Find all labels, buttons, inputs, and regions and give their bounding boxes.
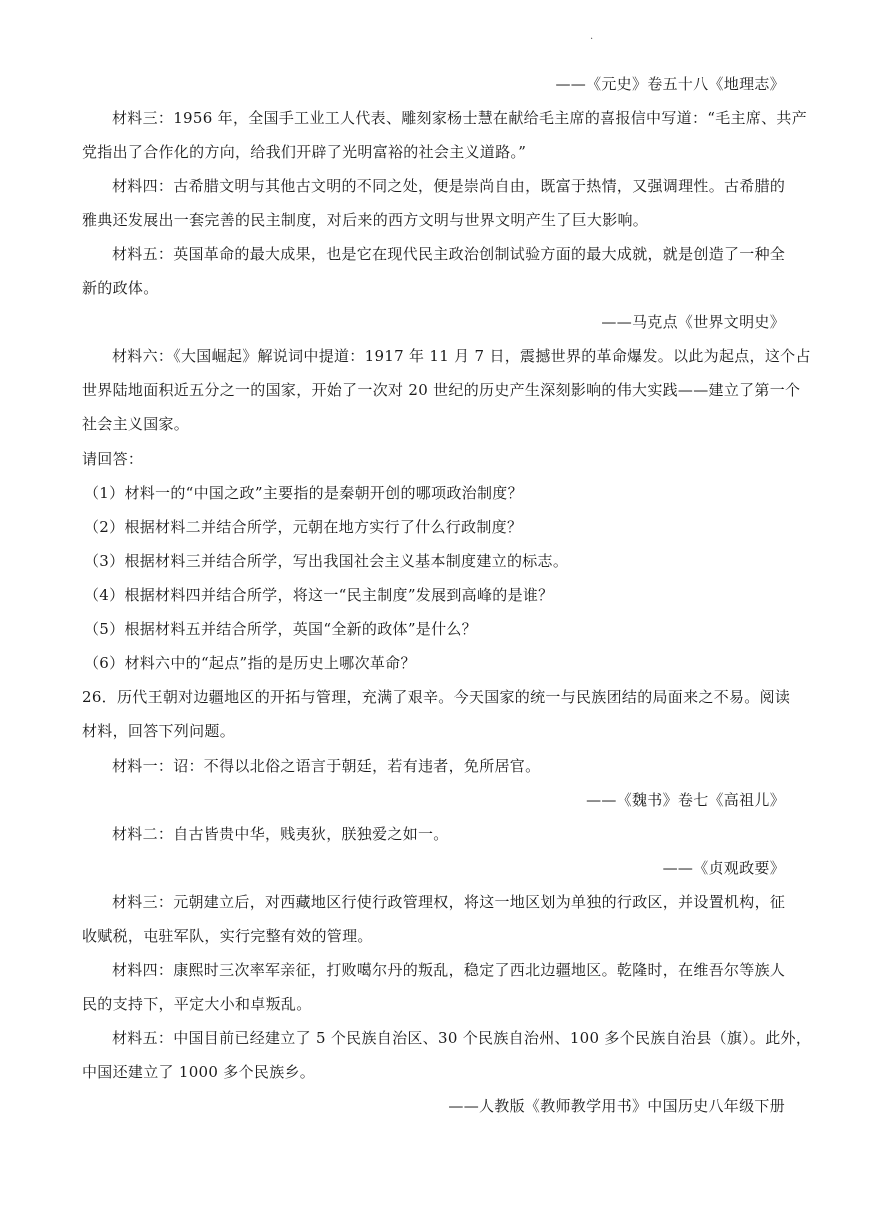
material-five-line-2: 新的政体。 — [82, 279, 159, 297]
material-three-line-1: 材料三：1956 年，全国手工业工人代表、雕刻家杨士慧在献给毛主席的喜报信中写道：“毛主席、共产 — [112, 109, 808, 127]
question-1: （1）材料一的“中国之政”主要指的是秦朝开创的哪项政治制度？ — [84, 484, 523, 502]
border-material-two: 材料二：自古皆贵中华，贱夷狄，朕独爱之如一。 — [112, 825, 449, 843]
border-material-four-line-2: 民的支持下，平定大小和卓叛乱。 — [82, 995, 312, 1013]
material-three-line-2: 党指出了合作化的方向，给我们开辟了光明富裕的社会主义道路。” — [82, 143, 527, 161]
question-26-line-1: 26．历代王朝对边疆地区的开拓与管理，充满了艰辛。今天国家的统一与民族团结的局面来之不易。阅读 — [82, 688, 791, 706]
material-six-line-1: 材料六：《大国崛起》解说词中提道：1917 年 11 月 7 日，震撼世界的革命爆发。以此为起点，这个占 — [112, 347, 811, 365]
border-material-three-line-2: 收赋税，屯驻军队，实行完整有效的管理。 — [82, 927, 373, 945]
material-five-line-1: 材料五：英国革命的最大成果，也是它在现代民主政治创制试验方面的最大成就，就是创造了一种全 — [112, 245, 786, 263]
question-5: （5）根据材料五并结合所学，英国“全新的政体”是什么？ — [84, 620, 477, 638]
material-six-line-2: 世界陆地面积近五分之一的国家，开始了一次对 20 世纪的历史产生深刻影响的伟大实践——建立了第一个 — [82, 381, 801, 399]
header-mark: . — [590, 31, 594, 42]
source-citation-yuanshi: ——《元史》卷五十八《地理志》 — [555, 75, 785, 93]
source-citation-weishu: ——《魏书》卷七《高祖儿》 — [586, 791, 785, 809]
border-material-five-line-2: 中国还建立了 1000 多个民族乡。 — [82, 1063, 316, 1081]
source-citation-zhenguan: ——《贞观政要》 — [662, 859, 785, 877]
border-material-one: 材料一：诏：不得以北俗之语言于朝廷，若有违者，免所居官。 — [112, 757, 541, 775]
question-26-line-2: 材料，回答下列问题。 — [82, 722, 236, 740]
border-material-five-line-1: 材料五：中国目前已经建立了 5 个民族自治区、30 个民族自治州、100 多个民族自治县（旗）。此外， — [112, 1029, 812, 1047]
question-4: （4）根据材料四并结合所学，将这一“民主制度”发展到高峰的是谁？ — [84, 586, 554, 604]
source-citation-teacher-book: ——人教版《教师教学用书》中国历史八年级下册 — [448, 1097, 785, 1115]
border-material-three-line-1: 材料三：元朝建立后，对西藏地区行使行政管理权，将这一地区划为单独的行政区，并设置机构，征 — [112, 893, 786, 911]
source-citation-world-civilization: ——马克点《世界文明史》 — [601, 313, 785, 331]
material-six-line-3: 社会主义国家。 — [82, 415, 190, 433]
material-four-line-1: 材料四：古希腊文明与其他古文明的不同之处，便是崇尚自由，既富于热情，又强调理性。古希腊的 — [112, 177, 786, 195]
question-3: （3）根据材料三并结合所学，写出我国社会主义基本制度建立的标志。 — [84, 552, 569, 570]
question-6: （6）材料六中的“起点”指的是历史上哪次革命？ — [84, 654, 416, 672]
border-material-four-line-1: 材料四：康熙时三次率军亲征，打败噶尔丹的叛乱，稳定了西北边疆地区。乾隆时，在维吾尔等族人 — [112, 961, 786, 979]
material-four-line-2: 雅典还发展出一套完善的民主制度，对后来的西方文明与世界文明产生了巨大影响。 — [82, 211, 649, 229]
question-2: （2）根据材料二并结合所学，元朝在地方实行了什么行政制度？ — [84, 518, 523, 536]
answer-prompt: 请回答： — [82, 450, 144, 468]
